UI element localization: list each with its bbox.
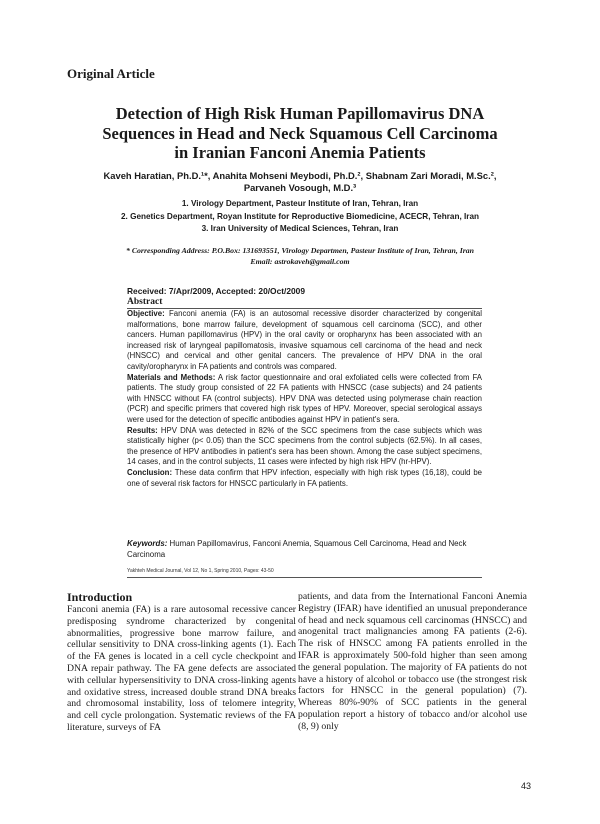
abstract-methods bbox=[127, 373, 482, 426]
conclusion-label: Conclusion: bbox=[127, 467, 173, 477]
intro-paragraph-left: Fanconi anemia (FA) is a rare autosomal recessive cancer predisposing syndrome characterized by congenital abnormalities, progressive bone marrow failure, and cellular sensitivity to DNA cross-linking agents (1). Each of the FA genes is located in a cell cycle checkpoint and DNA repair pathway. The FA gene defects are associated with cellular hypersensitivity to DNA cross-linking agents and oxidative stress, increased double strand DNA breaks and chromosomal instability, loss of telomere integrity, and cell cycle prolongation. Systematic reviews of the FA literature, surveys of FA bbox=[67, 604, 296, 733]
results-label: Results: bbox=[127, 425, 158, 435]
affiliation: 3. Iran University of Medical Sciences, Tehran, Iran bbox=[201, 224, 399, 233]
objective-text: Fanconi anemia (FA) is an autosomal recessive disorder characterized by congenital malformations, bone marrow failure, development of squamous cell carcinoma (SCC), and other cancers. Human papillomavirus (HPV) in the oral cavity or oropharynx has been associated with an increased risk of laryngeal papillomatosis, invasive squamous cell carcinoma of the head and neck (HNSCC) and cervical and other genital cancers. The prevalence of HPV DNA in the oral cavity/oropharynx in FA patients and controls was compared. bbox=[127, 309, 482, 371]
introduction-right-column bbox=[298, 591, 527, 733]
introduction-left-column bbox=[67, 604, 296, 734]
correspondence bbox=[60, 245, 540, 267]
results-text: HPV DNA was detected in 82% of the SCC specimens from the case subjects which was statistically higher (p< 0.05) than the SCC specimens from the control subjects (62.5%). In all cases, the presence of HPV antibodies in patient's sera has been shown. Among the case subject specimens, 14 cases, and in the control subjects, 11 cases were infected by high risk HPV (hr-HPV). bbox=[127, 425, 482, 467]
abstract-conclusion bbox=[127, 468, 482, 489]
affiliation: 1. Virology Department, Pasteur Institute of Iran, Tehran, Iran bbox=[181, 199, 419, 208]
intro-paragraph-right: patients, and data from the International Fanconi Anemia Registry (IFAR) have identified an unusual preponderance of head and neck squamous cell carcinomas (HNSCC) and anogenital tract malignancies among FA patients (2-6). The risk of HNSCC among FA patients enrolled in the IFAR is approximately 500-fold higher than seen among the general population. The majority of FA patients do not have a history of alcohol or tobacco use (the strongest risk factors for HNSCC in the general population) (7). Whereas 80%-90% of SCC patients in the general population report a history of tobacco and/or alcohol use (8, 9) only bbox=[298, 591, 527, 732]
author-line: Parvaneh Vosough, M.D.³ bbox=[243, 182, 357, 193]
methods-label: Materials and Methods: bbox=[127, 372, 216, 382]
corresponding-address: * Corresponding Address: P.O.Box: 131693551, Virology Departmen, Pasteur Institute of Iran, Tehran, Iran bbox=[125, 246, 475, 255]
abstract-heading: Abstract bbox=[127, 297, 163, 307]
introduction-heading: Introduction bbox=[67, 590, 133, 604]
abstract-results bbox=[127, 426, 482, 468]
article-type-label: Original Article bbox=[67, 66, 155, 81]
affiliations bbox=[60, 198, 540, 236]
title-line: Sequences in Head and Neck Squamous Cell Carcinoma bbox=[102, 123, 498, 143]
methods-text: A risk factor questionnaire and oral exfoliated cells were collected from FA patients. The study group consisted of 22 FA patients with HNSCC (case subjects) and 24 patients with HNSCC without FA (control subjects). HPV DNA was detected using polymerase chain reaction (PCR) and specific primers that covered high risk types of HPV. Moreover, special serological assays were used for the detection of specific antibodies against HPV in patient's sera. bbox=[127, 372, 483, 424]
keywords-text: Human Papillomavirus, Fanconi Anemia, Squamous Cell Carcinoma, Head and Neck Carcinoma bbox=[127, 539, 467, 559]
title-line: in Iranian Fanconi Anemia Patients bbox=[174, 143, 426, 162]
received-dates: Received: 7/Apr/2009, Accepted: 20/Oct/2009 bbox=[127, 286, 305, 296]
author-list bbox=[80, 170, 520, 194]
keywords-label: Keywords: bbox=[127, 539, 168, 548]
conclusion-text: These data confirm that HPV infection, especially with high risk types (16,18), could be one of several risk factors for HNSCC particularly in FA patients. bbox=[127, 467, 482, 488]
author-line: Kaveh Haratian, Ph.D.¹*, Anahita Mohseni Meybodi, Ph.D.², Shabnam Zari Moradi, M.Sc.², bbox=[103, 170, 497, 181]
abstract-objective bbox=[127, 309, 482, 373]
abstract-body bbox=[127, 309, 482, 489]
page-number: 43 bbox=[521, 781, 532, 791]
keywords bbox=[127, 539, 482, 560]
journal-reference: Yakhteh Medical Journal, Vol 12, No 1, Spring 2010, Pages: 43-50 bbox=[127, 568, 274, 574]
affiliation: 2. Genetics Department, Royan Institute for Reproductive Biomedicine, ACECR, Tehran, Iran bbox=[120, 211, 480, 221]
paper-title bbox=[60, 104, 540, 163]
title-line: Detection of High Risk Human Papillomavirus DNA bbox=[115, 104, 485, 123]
journal-divider bbox=[127, 577, 482, 578]
objective-label: Objective: bbox=[127, 309, 165, 318]
corresponding-email: Email: astrokaveh@gmail.com bbox=[250, 257, 350, 266]
